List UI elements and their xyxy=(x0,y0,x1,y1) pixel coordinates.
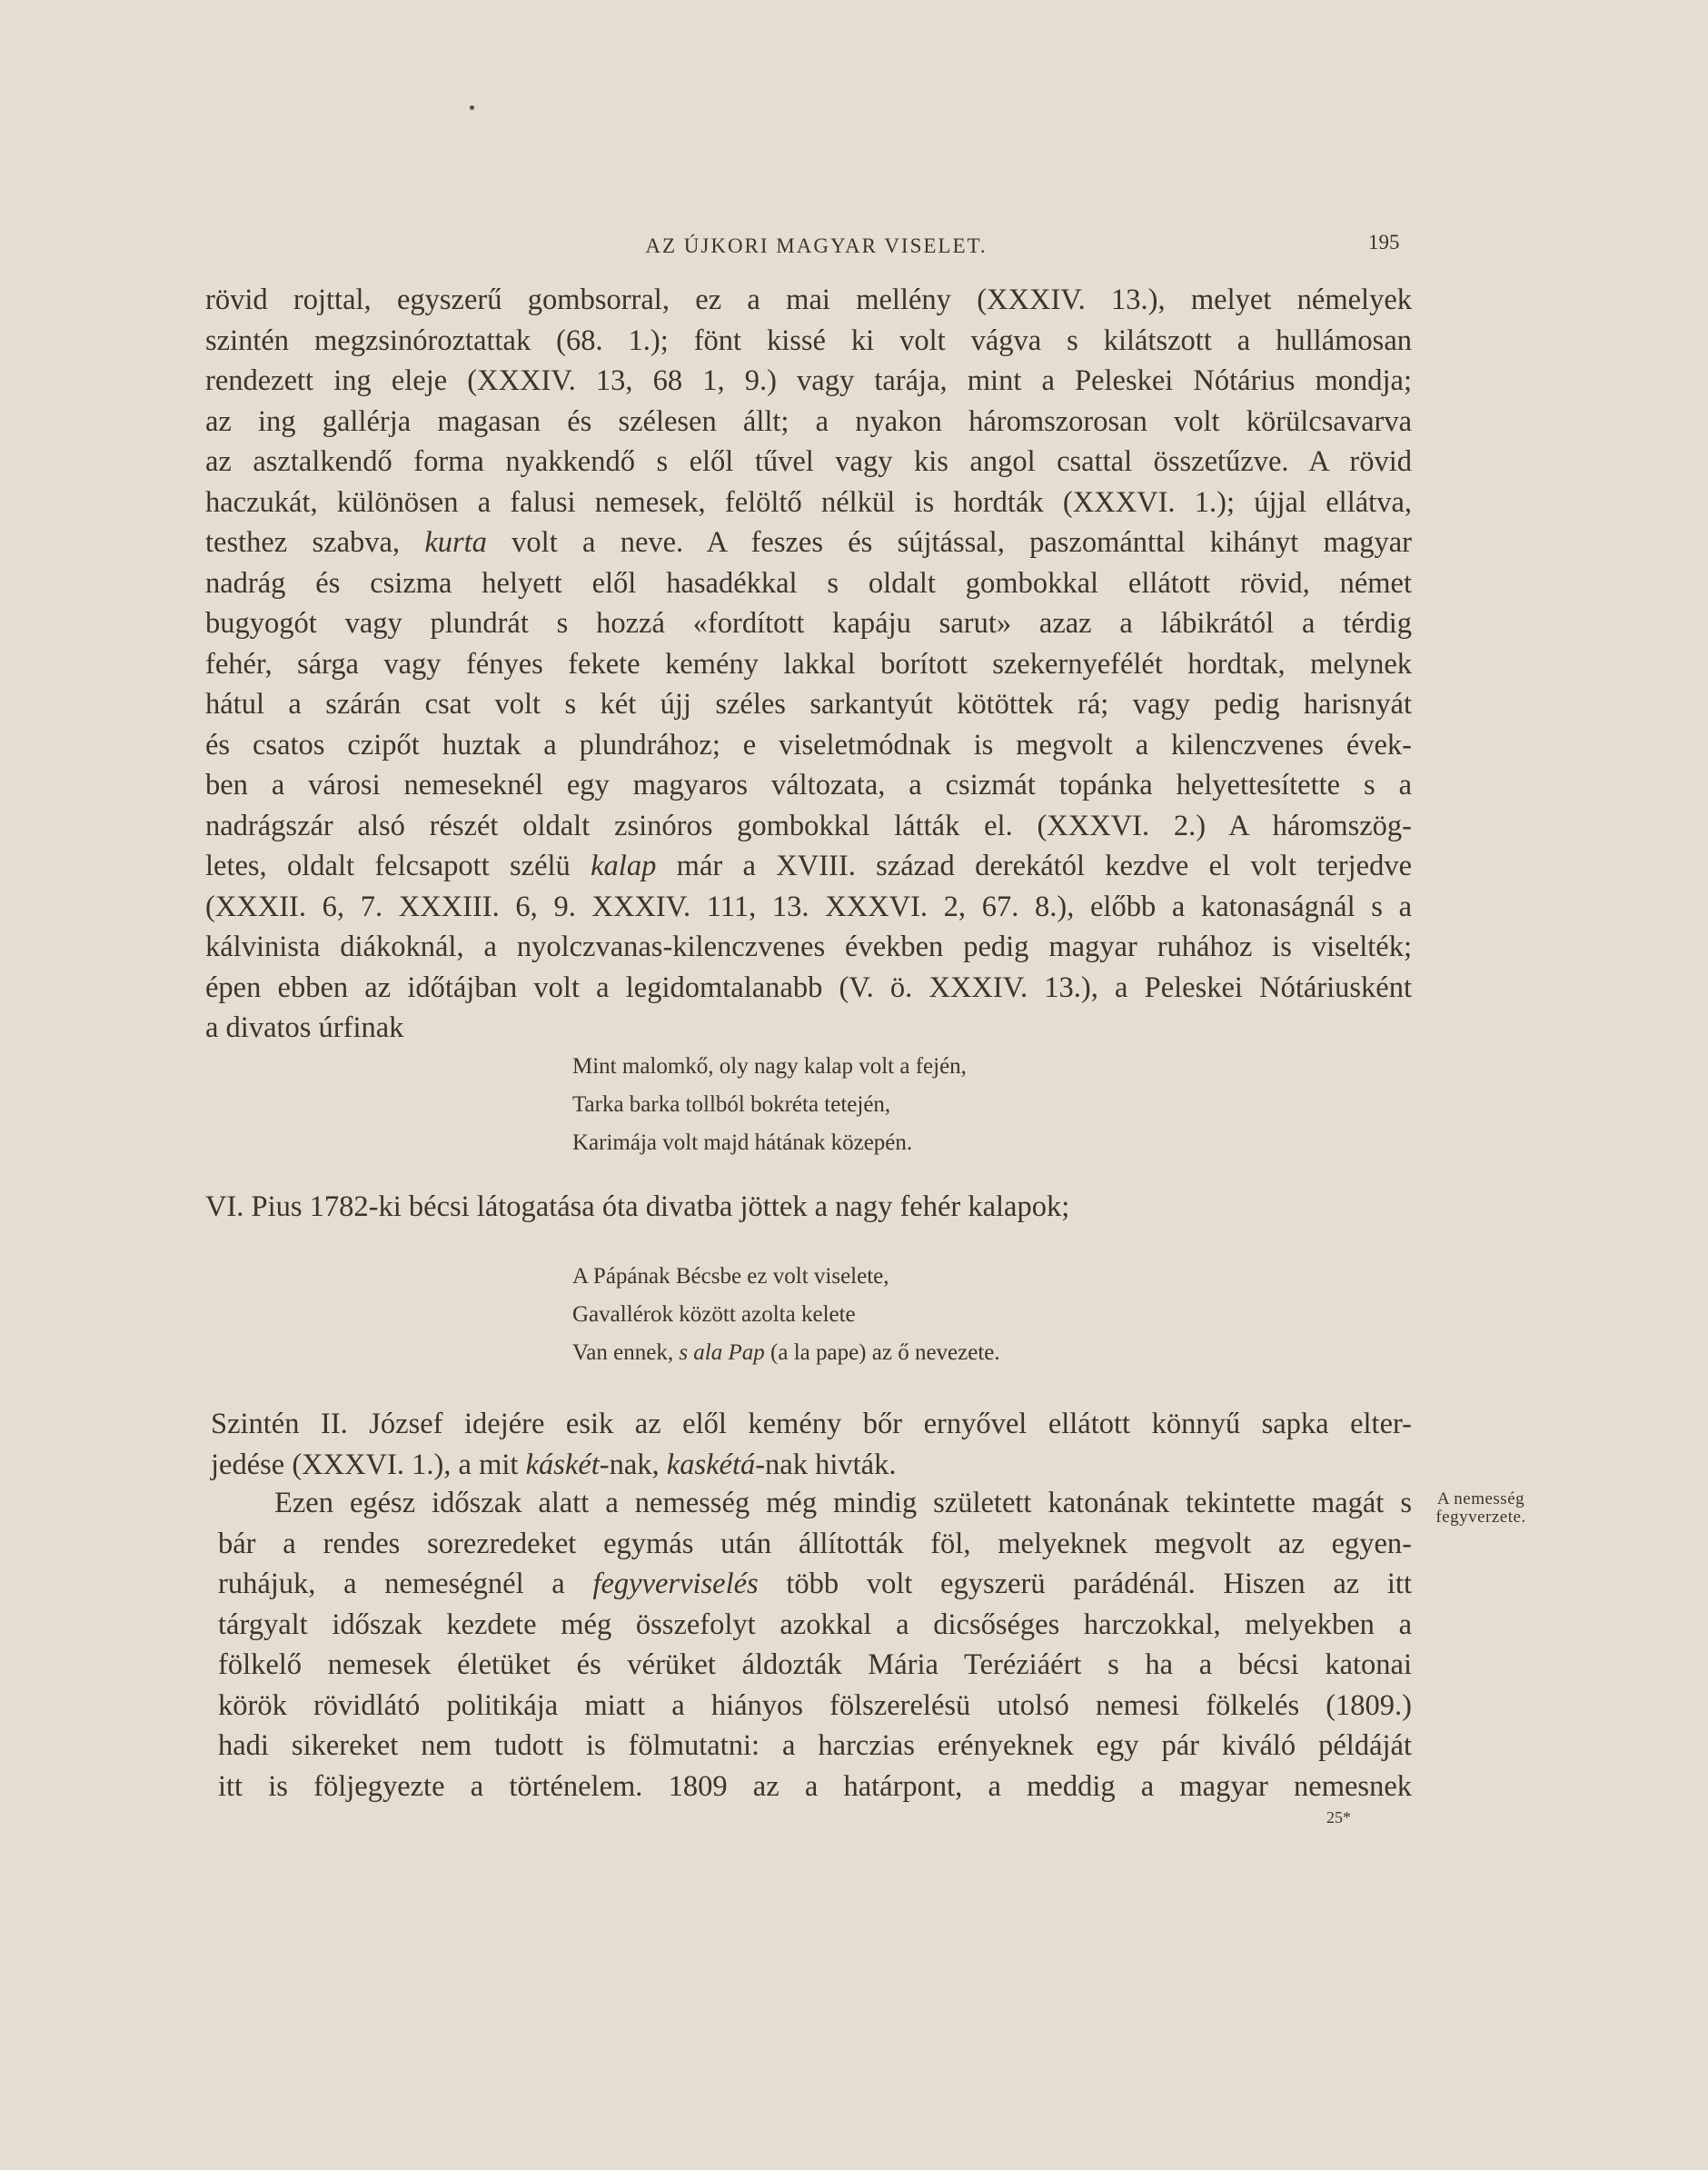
text-line: rövid rojttal, egyszerű gombsorral, ez a mai mellény (XXXIV. 13.), melyet némelyek xyxy=(205,284,1412,316)
verse-line: Gavallérok között azolta kelete xyxy=(572,1302,856,1327)
italic-term: káskét xyxy=(525,1448,600,1481)
verse-line: Van ennek, s ala Pap (a la pape) az ő nevezete. xyxy=(572,1340,1000,1365)
text-line: és csatos czipőt huztak a plundrához; e viseletmódnak is megvolt a kilenczvenes évek- xyxy=(205,728,1412,761)
text-line: hátul a szárán csat volt s két újj széles sarkantyút kötöttek rá; vagy pedig harisnyát xyxy=(205,688,1412,721)
text-line: kálvinista diákoknál, a nyolczvanas-kilenczvenes években pedig magyar ruhához is viselték; xyxy=(205,931,1412,963)
text-line: a divatos úrfinak xyxy=(205,1011,404,1044)
paragraph-1 xyxy=(205,280,1412,1049)
paragraph-2 xyxy=(218,1483,1412,1807)
text-line: rendezett ing eleje (XXXIV. 13, 68 1, 9.) vagy tarája, mint a Peleskei Nótárius mondja; xyxy=(205,364,1412,397)
ink-speck xyxy=(470,105,474,110)
italic-term: fegyverviselés xyxy=(592,1568,759,1600)
text-line: tárgyalt időszak kezdete még összefolyt azokkal a dicsőséges harczokkal, melyekben a xyxy=(218,1608,1412,1641)
text-line: az ing gallérja magasan és szélesen állt; a nyakon háromszorosan volt körülcsavarva xyxy=(205,404,1412,438)
verse-line: Tarka barka tollból bokréta tetején, xyxy=(572,1092,891,1117)
margin-note-line: A nemesség xyxy=(1436,1489,1525,1508)
text-line: ben a városi nemeseknél egy magyaros változata, a csizmát topánka helyettesítette s a xyxy=(205,769,1412,801)
text-line: hadi sikereket nem tudott is fölmutatni: a harczias erényeknek egy pár kiváló példáját xyxy=(218,1729,1412,1762)
italic-term: kurta xyxy=(424,526,487,559)
italic-term: kalap xyxy=(591,850,657,882)
italic-term: kaskétá xyxy=(666,1448,756,1481)
text-line: épen ebben az időtájban volt a legidomtalanabb (V. ö. XXXIV. 13.), a Peleskei Nótáriusként xyxy=(205,971,1412,1004)
text-line: nadrág és csizma helyett elől hasadékkal s oldalt gombokkal ellátott rövid, német xyxy=(205,566,1412,600)
pius-line: VI. Pius 1782-ki bécsi látogatása óta divatba jöttek a nagy fehér kalapok; xyxy=(205,1190,1070,1223)
text-line: bár a rendes sorezredeket egymás után állították föl, melyeknek megvolt az egyen- xyxy=(218,1527,1412,1560)
text-line: letes, oldalt felcsapott szélü kalap már a XVIII. század derekától kezdve el volt terjedve xyxy=(205,850,1412,882)
text-line: Ezen egész időszak alatt a nemesség még mindig született katonának tekintette magát s xyxy=(274,1487,1412,1519)
running-title: AZ ÚJKORI MAGYAR VISELET. xyxy=(645,234,988,257)
text-line: körök rövidlátó politikája miatt a hiányos fölszerelésü utolsó nemesi fölkelés (1809.) xyxy=(218,1688,1412,1722)
signature-mark: 25* xyxy=(1326,1808,1351,1827)
text-line: nadrágszár alsó részét oldalt zsinóros gombokkal látták el. (XXXVI. 2.) A háromszög- xyxy=(205,809,1412,842)
text-line: (XXXII. 6, 7. XXXIII. 6, 9. XXXIV. 111, 13. XXXVI. 2, 67. 8.), előbb a katonaságnál s a xyxy=(205,890,1412,923)
text-line: haczukát, különösen a falusi nemesek, felöltő nélkül is hordták (XXXVI. 1.); újjal ellátva, xyxy=(205,485,1412,519)
text-line: az asztalkendő forma nyakkendő s elől tűvel vagy kis angol csattal összetűzve. A rövid xyxy=(205,445,1412,478)
text-line: Szintén II. József idejére esik az elől kemény bőr ernyővel ellátott könnyű sapka elter- xyxy=(211,1408,1412,1440)
verse-quote-2 xyxy=(572,1258,1000,1372)
paragraph-joseph xyxy=(211,1404,1412,1485)
verse-line: Karimája volt majd hátának közepén. xyxy=(572,1130,913,1155)
margin-note-line: fegyverzete. xyxy=(1435,1508,1526,1527)
text-line: bugyogót vagy plundrát s hozzá «fordított kapáju sarut» azaz a lábikrától a térdig xyxy=(205,607,1412,640)
text-line: testhez szabva, kurta volt a neve. A feszes és sújtással, paszománttal kihányt magyar xyxy=(205,526,1413,559)
italic-term: s ala Pap xyxy=(679,1340,765,1365)
text-line: jedése (XXXVI. 1.), a mit káskét-nak, kaskétá-nak hivták. xyxy=(211,1448,897,1481)
text-line: ruhájuk, a nemeségnél a fegyverviselés több volt egyszerü parádénál. Hiszen az itt xyxy=(218,1568,1412,1600)
margin-note xyxy=(1426,1490,1535,1527)
text-line: fölkelő nemesek életüket és vérüket áldozták Mária Teréziáért s ha a bécsi katonai xyxy=(218,1648,1412,1681)
verse-line: Mint malomkő, oly nagy kalap volt a fején, xyxy=(572,1054,967,1079)
page-number: 195 xyxy=(1368,231,1400,254)
text-line: itt is följegyezte a történelem. 1809 az a határpont, a meddig a magyar nemesnek xyxy=(218,1769,1412,1803)
verse-quote-1 xyxy=(572,1048,967,1162)
verse-line: A Pápának Bécsbe ez volt viselete, xyxy=(572,1264,889,1289)
text-line: fehér, sárga vagy fényes fekete kemény lakkal borított szekernyefélét hordtak, melynek xyxy=(205,647,1412,681)
text-line: szintén megzsinóroztattak (68. 1.); fönt kissé ki volt vágva s kilátszott a hullámosan xyxy=(205,324,1412,357)
